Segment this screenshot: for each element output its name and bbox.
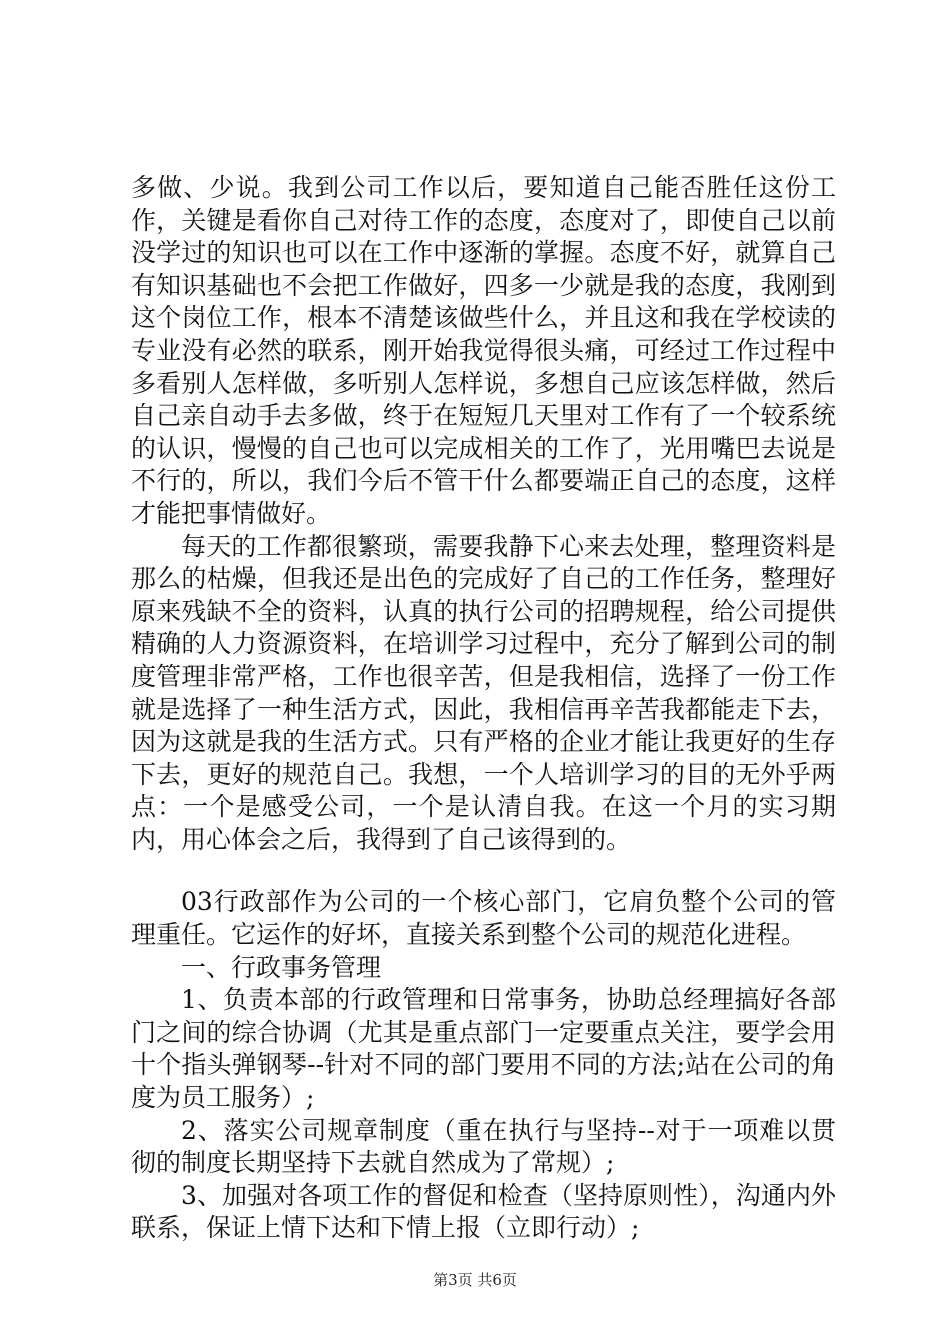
list-item-1: 1、负责本部的行政管理和日常事务，协助总经理搞好各部门之间的综合协调（尤其是重点部门一定要重点关注，要学会用十个指头弹钢琴--针对不同的部门要用不同的方法;站在公司的角度为员工服务）; (131, 985, 836, 1113)
list-item-3: 3、加强对各项工作的督促和检查（坚持原则性），沟通内外联系，保证上情下达和下情上报（立即行动）; (131, 1180, 836, 1243)
paragraph-spacer (131, 856, 836, 886)
list-item-2: 2、落实公司规章制度（重在执行与坚持--对于一项难以贯彻的制度长期坚持下去就自然成为了常规）; (131, 1115, 836, 1178)
paragraph-work-attitude: 多做、少说。我到公司工作以后，要知道自己能否胜任这份工作，关键是看你自己对待工作的态度，态度对了，即使自己以前没学过的知识也可以在工作中逐渐的掌握。态度不好，就算自己有知识基础也不会把工作做好，四多一少就是我的态度，我刚到这个岗位工作，根本不清楚该做些什么，并且这和我在学校读的专业没有必然的联系，刚开始我觉得很头痛，可经过工作过程中多看别人怎样做，多听别人怎样说，多想自己应该怎样做，然后自己亲自动手去多做，终于在短短几天里对工作有了一个较系统的认识，慢慢的自己也可以完成相关的工作了，光用嘴巴去说是不行的，所以，我们今后不管干什么都要端正自己的态度，这样才能把事情做好。 (131, 173, 836, 528)
paragraph-daily-work: 每天的工作都很繁琐，需要我静下心来去处理，整理资料是那么的枯燥，但我还是出色的完成好了自己的工作任务，整理好原来残缺不全的资料，认真的执行公司的招聘规程，给公司提供精确的人力资源资料，在培训学习过程中，充分了解到公司的制度管理非常严格，工作也很辛苦，但是我相信，选择了一份工作就是选择了一种生活方式，因此，我相信再辛苦我都能走下去，因为这就是我的生活方式。只有严格的企业才能让我更好的生存下去，更好的规范自己。我想，一个人培训学习的目的无外乎两点：一个是感受公司，一个是认清自我。在这一个月的实习期内，用心体会之后，我得到了自己该得到的。 (131, 531, 836, 854)
document-body (131, 172, 836, 1245)
paragraph-admin-dept-intro: 03行政部作为公司的一个核心部门，它肩负整个公司的管理重任。它运作的好坏，直接关系到整个公司的规范化进程。 (131, 887, 836, 950)
page-number-footer: 第3页 共6页 (433, 1271, 517, 1289)
section-heading-admin-affairs: 一、行政事务管理 (181, 952, 382, 982)
